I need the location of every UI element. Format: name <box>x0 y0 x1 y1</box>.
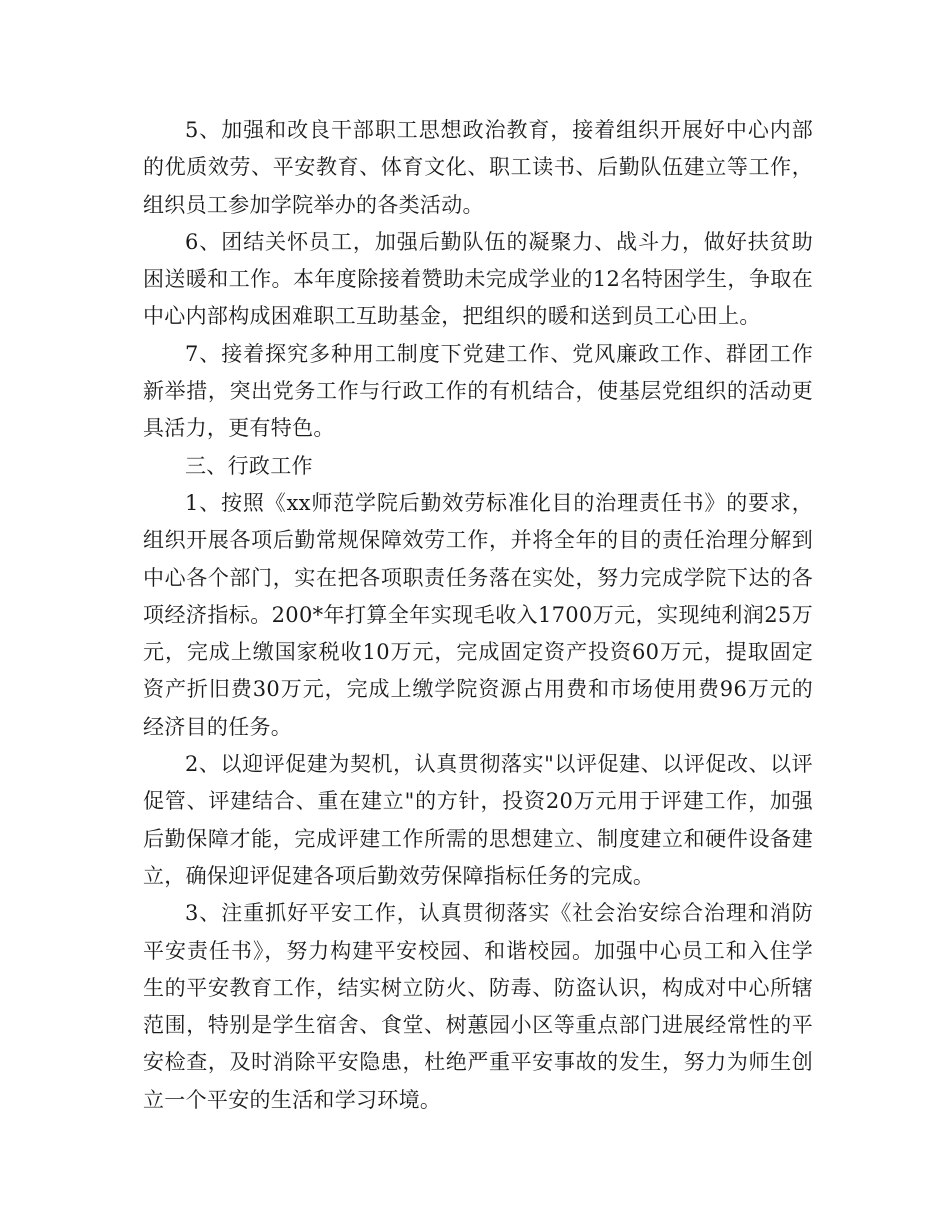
section-heading-administration: 三、行政工作 <box>185 453 313 478</box>
paragraph-6: 6、团结关怀员工，加强后勤队伍的凝聚力、战斗力，做好扶贫助困送暖和工作。本年度除接着赞助未完成学业的12名特困学生，争取在中心内部构成困难职工互助基金，把组织的暖和送到员工心田上。 <box>143 229 813 329</box>
admin-paragraph-2: 2、以迎评促建为契机，认真贯彻落实"以评促建、以评促改、以评促管、评建结合、重在建立"的方针，投资20万元用于评建工作，加强后勤保障才能，完成评建工作所需的思想建立、制度建立和硬件设备建立，确保迎评促建各项后勤效劳保障指标任务的完成。 <box>143 752 813 888</box>
paragraph-7: 7、接着探究多种用工制度下党建工作、党风廉政工作、群团工作新举措，突出党务工作与行政工作的有机结合，使基层党组织的活动更具活力，更有特色。 <box>143 341 813 441</box>
admin-paragraph-3: 3、注重抓好平安工作，认真贯彻落实《社会治安综合治理和消防平安责任书》，努力构建平安校园、和谐校园。加强中心员工和入住学生的平安教育工作，结实树立防火、防毒、防盗认识，构成对中心所辖范围，特别是学生宿舍、食堂、树蕙园小区等重点部门进展经常性的平安检查，及时消除平安隐患，杜绝严重平安事故的发生，努力为师生创立一个平安的生活和学习环境。 <box>143 901 813 1112</box>
admin-paragraph-1: 1、按照《xx师范学院后勤效劳标准化目的治理责任书》的要求，组织开展各项后勤常规保障效劳工作，并将全年的目的责任治理分解到中心各个部门，实在把各项职责任务落在实处，努力完成学院下达的各项经济指标。200*年打算全年实现毛收入1700万元，实现纯利润25万元，完成上缴国家税收10万元，完成固定资产投资60万元，提取固定资产折旧费30万元，完成上缴学院资源占用费和市场使用费96万元的经济目的任务。 <box>143 490 813 739</box>
paragraph-5: 5、加强和改良干部职工思想政治教育，接着组织开展好中心内部的优质效劳、平安教育、体育文化、职工读书、后勤队伍建立等工作，组织员工参加学院举办的各类活动。 <box>143 118 813 217</box>
document-page <box>143 112 813 1119</box>
